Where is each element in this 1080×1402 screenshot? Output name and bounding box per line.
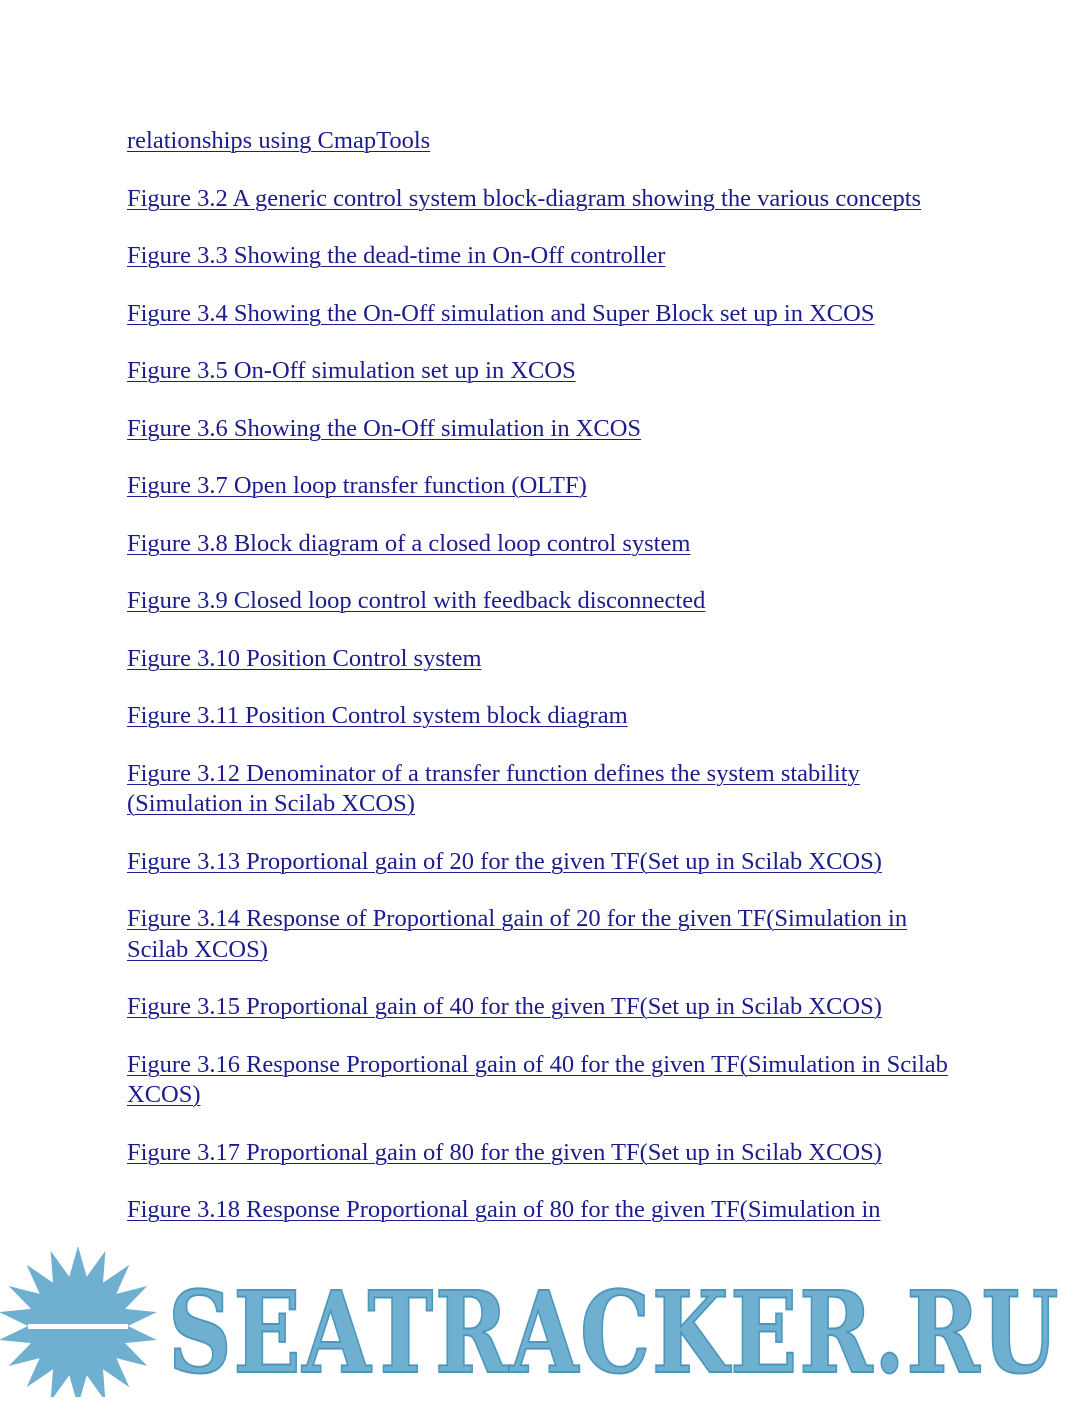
figure-link[interactable]: Figure 3.13 Proportional gain of 20 for the given TF(Set up in Scilab XCOS) — [127, 847, 882, 875]
list-item — [127, 847, 957, 878]
figure-link[interactable]: Figure 3.15 Proportional gain of 40 for the given TF(Set up in Scilab XCOS) — [127, 993, 882, 1020]
figure-link[interactable]: Figure 3.17 Proportional gain of 80 for the given TF(Set up in Scilab XCOS) — [127, 1138, 882, 1166]
list-item — [127, 299, 957, 330]
list-item — [127, 184, 957, 215]
figure-link[interactable]: Figure 3.18 Response Proportional gain of 80 for the given TF(Simulation in — [127, 1196, 881, 1223]
figure-link[interactable]: Figure 3.12 Denominator of a transfer function defines the system stability (Simulation in Scilab XCOS) — [127, 759, 860, 817]
list-item — [127, 992, 957, 1023]
figure-link[interactable]: Figure 3.5 On-Off simulation set up in XCOS — [127, 357, 576, 384]
list-item — [127, 759, 957, 820]
figure-link[interactable]: Figure 3.16 Response Proportional gain of 40 for the given TF(Simulation in Scilab XCOS) — [127, 1050, 948, 1108]
list-item — [127, 529, 957, 560]
figure-link[interactable]: Figure 3.6 Showing the On-Off simulation in XCOS — [127, 414, 642, 442]
list-item — [127, 126, 957, 157]
figure-link[interactable]: Figure 3.8 Block diagram of a closed loop control system — [127, 529, 691, 557]
list-of-figures — [127, 126, 957, 1253]
watermark-graphic — [0, 1238, 1080, 1397]
figure-link[interactable]: Figure 3.4 Showing the On-Off simulation and Super Block set up in XCOS — [127, 299, 875, 327]
list-item — [127, 701, 957, 732]
list-item — [127, 471, 957, 502]
figure-link[interactable]: Figure 3.10 Position Control system — [127, 644, 482, 672]
figure-link[interactable]: Figure 3.14 Response of Proportional gain of 20 for the given TF(Simulation in Scilab XCOS) — [127, 905, 908, 963]
figure-link[interactable]: Figure 3.2 A generic control system block-diagram showing the various concepts — [127, 184, 922, 212]
figure-link[interactable]: relationships using CmapTools — [127, 127, 431, 154]
list-item — [127, 1050, 957, 1111]
figure-link[interactable]: Figure 3.9 Closed loop control with feedback disconnected — [127, 587, 706, 614]
list-item — [127, 1138, 957, 1169]
figure-link[interactable]: Figure 3.3 Showing the dead-time in On-Off controller — [127, 242, 666, 269]
watermark-text: SEATRACKER.RU — [168, 1268, 1060, 1397]
list-item — [127, 586, 957, 617]
sun-icon — [0, 1246, 157, 1397]
list-item — [127, 904, 957, 965]
figure-link[interactable]: Figure 3.11 Position Control system block diagram — [127, 702, 628, 729]
list-item — [127, 1195, 957, 1226]
list-item — [127, 356, 957, 387]
watermark — [0, 1238, 1080, 1397]
list-item — [127, 241, 957, 272]
list-item — [127, 644, 957, 675]
list-item — [127, 414, 957, 445]
figure-link[interactable]: Figure 3.7 Open loop transfer function (OLTF) — [127, 472, 587, 499]
